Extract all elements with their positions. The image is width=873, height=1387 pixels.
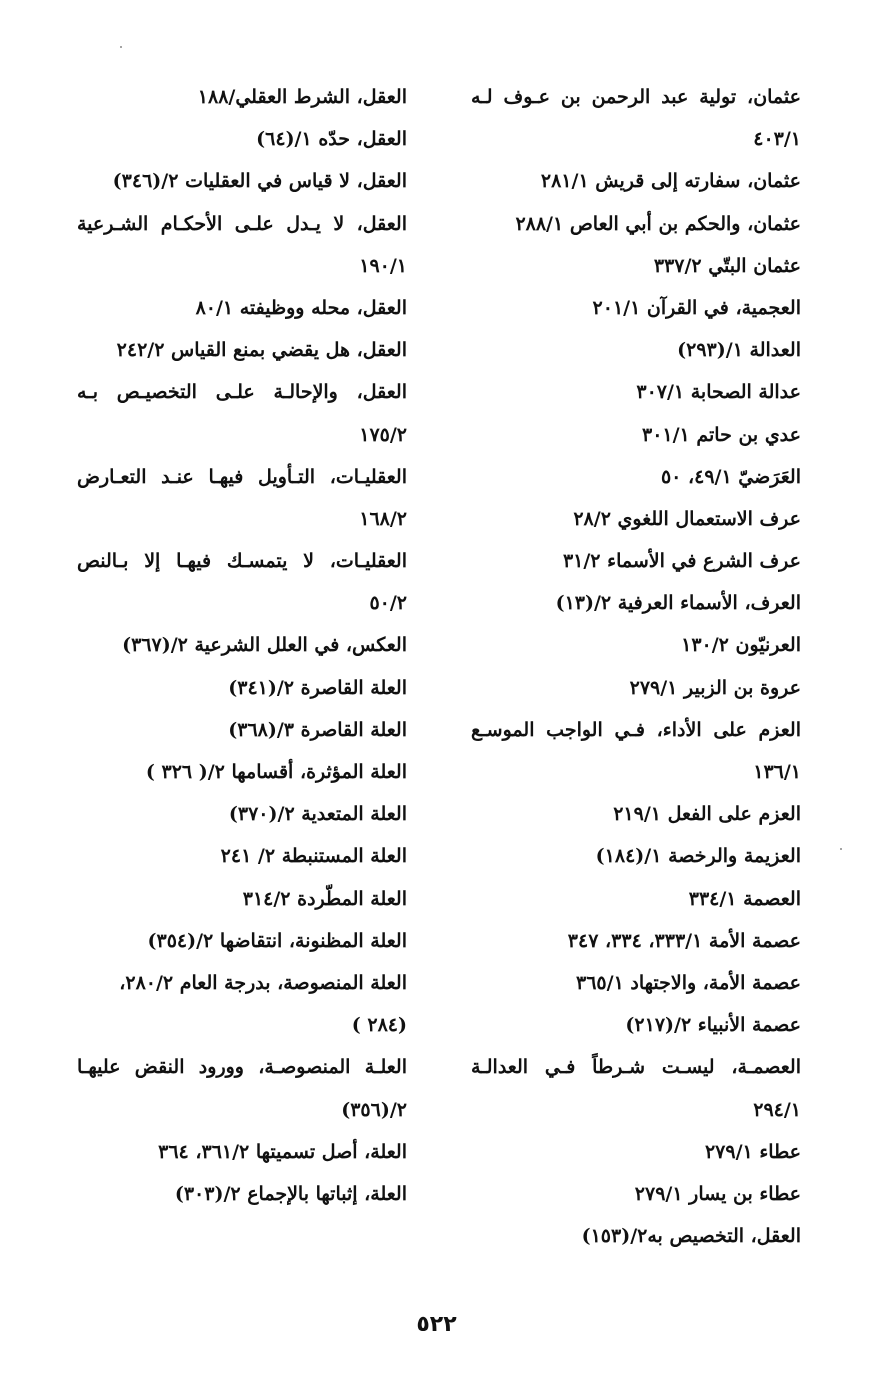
index-entry-left: العقل، محله ووظيفته ٨٠/١ <box>195 296 407 319</box>
index-entry-right: العصمة ٣٣٤/١ <box>688 887 801 910</box>
index-entry-right: عروة بن الزبير ٢٧٩/١ <box>629 676 801 699</box>
index-entry-left: العلة المؤثرة، أقسامها ٢/( ٣٢٦ ) <box>145 761 407 783</box>
index-entry-left: العقل، لا قياس في العقليات ٢/(٣٤٦) <box>112 170 407 193</box>
index-entry-right: عصمة الأمة، والاجتهاد ٣٦٥/١ <box>576 971 801 994</box>
index-entry-right: عطاء ٢٧٩/١ <box>704 1140 801 1163</box>
index-column-left <box>77 76 407 1215</box>
index-entry-right: العزم على الأداء، فـي الواجب الموسـع <box>471 718 801 741</box>
index-entry-right: العقل، التخصيص به٢/(١٥٣) <box>581 1225 801 1248</box>
index-entry-left: العلة المستنبطة ٢/ ٢٤١ <box>220 845 407 868</box>
index-entry-right: العجمية، في القرآن ٢٠١/١ <box>592 296 801 319</box>
index-entry-left: ١٧٥/٢ <box>359 423 407 446</box>
index-entry-right: ٤٠٣/١ <box>753 128 801 151</box>
index-entry-left: العلـة المنصوصـة، وورود النقض عليهـا <box>77 1056 407 1079</box>
index-column-right <box>471 76 801 1257</box>
index-entry-left: العقليـات، التـأويل فيهـا عنـد التعـارض <box>77 465 407 488</box>
index-entry-left: العلة، أصل تسميتها ٣٦١/٢، ٣٦٤ <box>158 1140 407 1163</box>
index-entry-left: ١٩٠/١ <box>359 254 407 277</box>
index-entry-left: العلة المظنونة، انتقاضها ٢/(٣٥٤) <box>147 929 407 952</box>
index-entry-right: عثمان، تولية عبد الرحمن بن عـوف لـه <box>471 86 801 108</box>
index-entry-left: ٥٠/٢ <box>369 592 407 615</box>
index-entry-right: العزيمة والرخصة ١/(١٨٤) <box>595 845 801 868</box>
index-entry-left: العقل، الشرط العقلي/١٨٨ <box>197 86 407 108</box>
index-entry-right: العَرَضيّ ٤٩/١، ٥٠ <box>660 465 801 488</box>
index-entry-right: العزم على الفعل ٢١٩/١ <box>613 803 801 826</box>
index-entry-left: العقل، حدّه ١/(٦٤) <box>256 128 407 151</box>
page-number: ٥٢٢ <box>416 1312 457 1337</box>
index-entry-left: ١٦٨/٢ <box>359 507 407 530</box>
index-entry-right: عصمة الأنبياء ٢/(٢١٧) <box>625 1014 801 1037</box>
index-entry-left: العلة المطّردة ٣١٤/٢ <box>242 887 407 910</box>
index-entry-right: العرنيّون ١٣٠/٢ <box>681 634 801 657</box>
index-entry-left: العقل، لا يـدل علـى الأحكـام الشـرعية <box>77 212 407 235</box>
index-entry-left: العقل، هل يقضي بمنع القياس ٢٤٢/٢ <box>116 339 407 362</box>
index-entry-right: العرف، الأسماء العرفية ٢/(١٣) <box>555 592 801 615</box>
index-entry-left: العقليـات، لا يتمسـك فيهـا إلا بـالنص <box>77 550 407 573</box>
scan-speck <box>120 46 122 48</box>
index-entry-left: العلة، إثباتها بالإجماع ٢/(٣٠٣) <box>174 1182 407 1205</box>
index-entry-right: عرف الاستعمال اللغوي ٢٨/٢ <box>573 507 801 530</box>
index-entry-right: عدي بن حاتم ٣٠١/١ <box>641 423 801 446</box>
index-entry-left: ٢/(٣٥٦) <box>341 1098 407 1121</box>
index-entry-right: عثمان البتّي ٣٣٧/٢ <box>653 254 801 277</box>
index-entry-right: العصمـة، ليسـت شـرطاً فـي العدالـة <box>471 1056 801 1079</box>
index-entry-right: ١٣٦/١ <box>753 761 801 783</box>
index-entry-right: عصمة الأمة ٣٣٣/١، ٣٣٤، ٣٤٧ <box>567 929 801 952</box>
index-entry-left: العلة القاصرة ٣/(٣٦٨) <box>228 718 407 741</box>
scan-speck <box>840 848 842 850</box>
index-entry-left: (٢٨٤ ) <box>351 1014 407 1037</box>
index-entry-right: عثمان، سفارته إلى قريش ٢٨١/١ <box>540 170 801 193</box>
index-entry-right: عثمان، والحكم بن أبي العاص ٢٨٨/١ <box>515 212 801 235</box>
index-entry-left: العقل، والإحالـة علـى التخصيـص بـه <box>77 381 407 404</box>
index-entry-right: عرف الشرع في الأسماء ٣١/٢ <box>562 550 801 573</box>
index-entry-left: العلة القاصرة ٢/(٣٤١) <box>228 676 407 699</box>
index-entry-right: العدالة ١/(٢٩٣) <box>677 339 801 362</box>
index-entry-right: عدالة الصحابة ٣٠٧/١ <box>636 381 801 404</box>
index-entry-left: العلة المنصوصة، بدرجة العام ٢٨٠/٢، <box>119 971 407 994</box>
index-entry-left: العلة المتعدية ٢/(٣٧٠) <box>228 803 407 826</box>
index-entry-left: العكس، في العلل الشرعية ٢/(٣٦٧) <box>122 634 407 657</box>
index-entry-right: ٢٩٤/١ <box>753 1098 801 1121</box>
index-entry-right: عطاء بن يسار ٢٧٩/١ <box>634 1182 801 1205</box>
